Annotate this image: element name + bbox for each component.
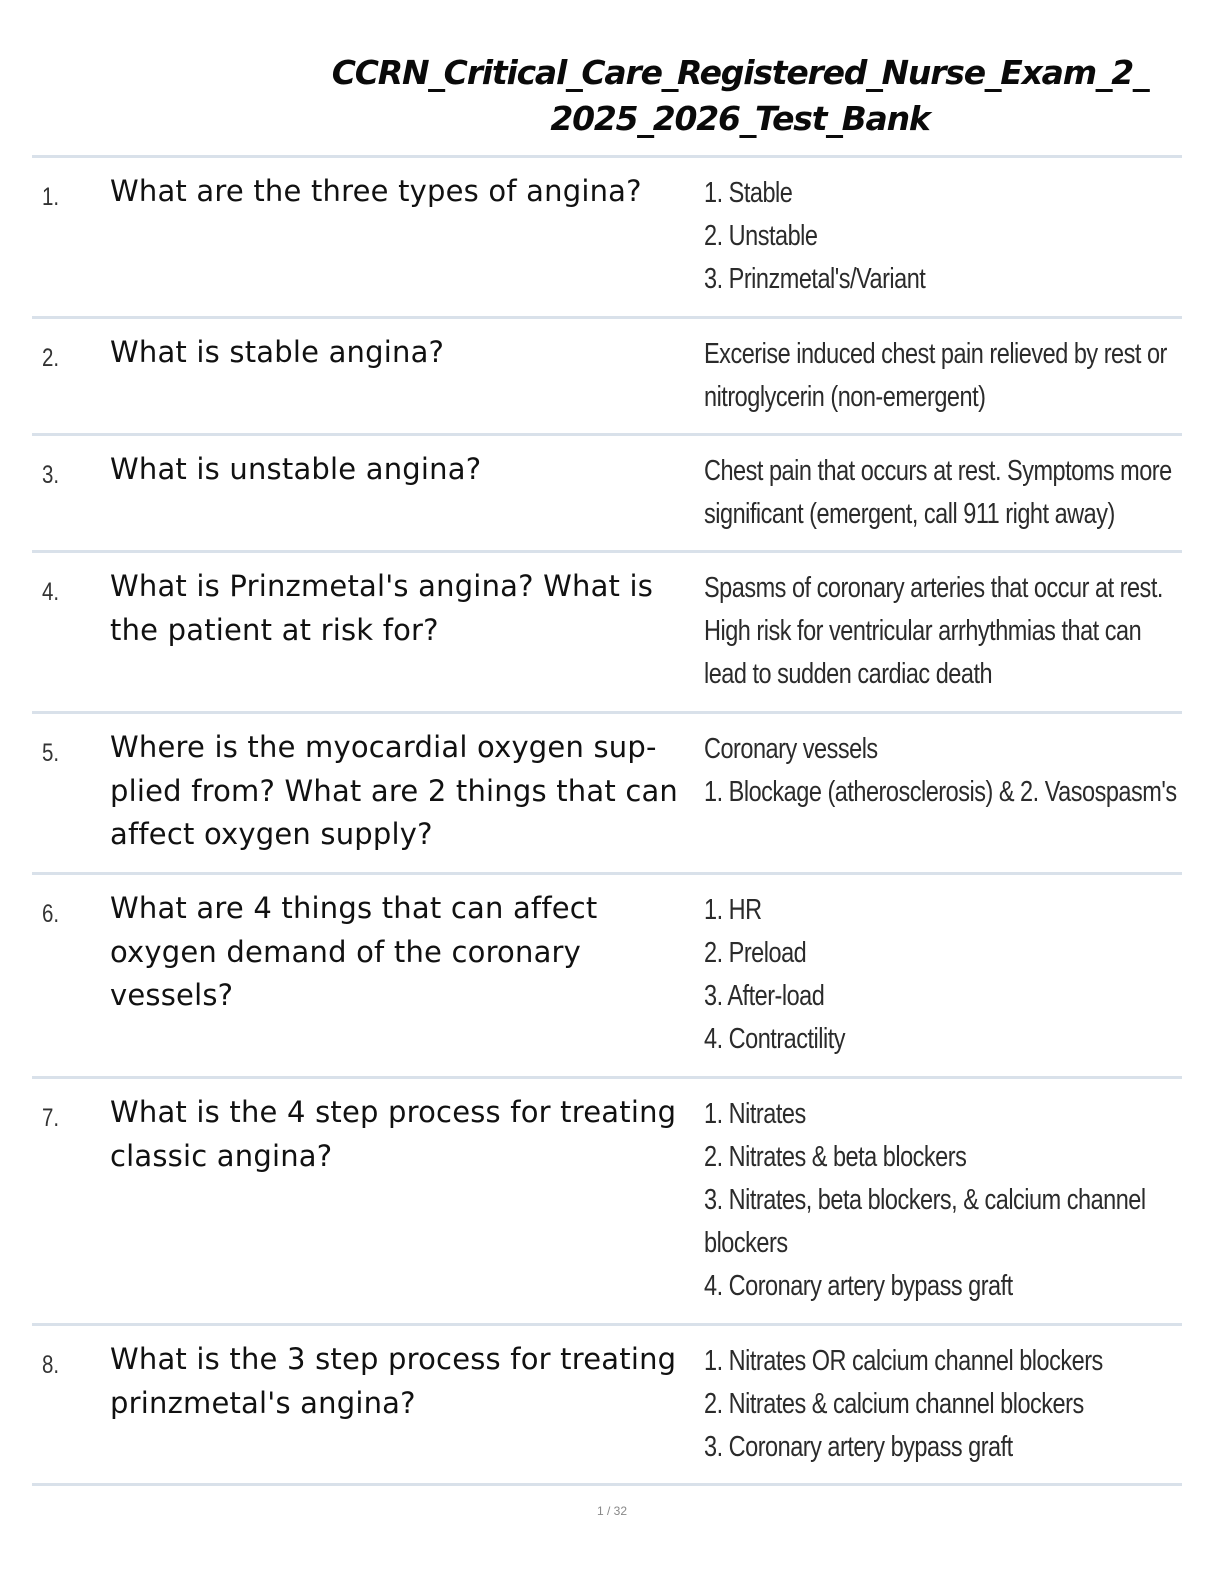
answer-line: 1. Nitrates OR calcium channel blockers [704, 1345, 1103, 1377]
answer-line: 2. Unstable [704, 220, 818, 252]
card-answer [704, 172, 1085, 301]
card-question: What is Prinzmetal's angina? What is the patient at risk for? [110, 569, 654, 647]
card-answer [704, 1093, 1146, 1308]
answer-line: 2. Preload [704, 937, 807, 969]
card-question: What is unstable angina? [110, 452, 482, 486]
answer-line: 4. Coronary artery bypass graft [704, 1270, 1013, 1302]
card-answer [704, 450, 1172, 536]
card-number: 7. [42, 1104, 60, 1132]
document-title [300, 50, 1180, 142]
answer-line: 3. Nitrates, beta blockers, & calcium channel [704, 1184, 1146, 1216]
card-answer [704, 728, 1177, 814]
card-question: What are 4 things that can affect oxygen demand of the coronary vessels? [110, 891, 598, 1012]
flashcard [32, 714, 1182, 875]
answer-line: 1. Nitrates [704, 1098, 806, 1130]
answer-line: nitroglycerin (non-emergent) [704, 381, 986, 413]
flashcard [32, 1326, 1182, 1486]
page-indicator: 1 / 32 [596, 1504, 628, 1518]
flashcard [32, 158, 1182, 319]
flashcard-list [32, 155, 1182, 1486]
flashcard [32, 553, 1182, 714]
answer-line: 3. Prinzmetal's/Variant [704, 263, 926, 295]
card-number: 5. [42, 739, 60, 767]
card-number: 6. [42, 900, 60, 928]
answer-line: Coronary vessels [704, 733, 878, 765]
flashcard [32, 319, 1182, 436]
answer-line: 1. HR [704, 894, 762, 926]
answer-line: Excerise induced chest pain relieved by rest or [704, 338, 1167, 370]
answer-line: 2. Nitrates & beta blockers [704, 1141, 967, 1173]
card-number: 4. [42, 578, 60, 606]
title-line-1: CCRN_Critical_Care_Registered_Nurse_Exam_2_ [331, 53, 1149, 92]
answer-line: High risk for ventricular arrhythmias that can [704, 615, 1142, 647]
answer-line: 3. After-load [704, 980, 825, 1012]
flashcard [32, 875, 1182, 1079]
card-answer [704, 1340, 1103, 1469]
card-answer [704, 333, 1167, 419]
title-line-2: 2025_2026_Test_Bank [550, 99, 930, 138]
card-question: What are the three types of angina? [110, 174, 642, 208]
card-answer [704, 889, 1085, 1061]
card-question: What is the 3 step process for treating prinzmetal's angina? [110, 1342, 677, 1420]
answer-line: significant (emergent, call 911 right away) [704, 498, 1115, 530]
answer-line: Chest pain that occurs at rest. Symptoms more [704, 455, 1172, 487]
answer-line: lead to sudden cardiac death [704, 658, 993, 690]
answer-line: Spasms of coronary arteries that occur at rest. [704, 572, 1163, 604]
flashcard [32, 1079, 1182, 1326]
answer-line: 2. Nitrates & calcium channel blockers [704, 1388, 1084, 1420]
answer-line: 3. Coronary artery bypass graft [704, 1431, 1013, 1463]
card-question: What is stable angina? [110, 335, 445, 369]
flashcard [32, 436, 1182, 553]
card-answer [704, 567, 1163, 696]
card-number: 8. [42, 1351, 60, 1379]
answer-line: blockers [704, 1227, 788, 1259]
card-question: What is the 4 step process for treating classic angina? [110, 1095, 677, 1173]
answer-line: 4. Contractility [704, 1023, 846, 1055]
card-number: 1. [42, 183, 60, 211]
answer-line: 1. Blockage (atherosclerosis) & 2. Vasospasm's [704, 776, 1177, 808]
card-number: 3. [42, 461, 60, 489]
answer-line: 1. Stable [704, 177, 793, 209]
card-number: 2. [42, 344, 60, 372]
card-question: Where is the myocardial oxygen sup-plied from? What are 2 things that can affect oxygen supply? [110, 730, 679, 851]
